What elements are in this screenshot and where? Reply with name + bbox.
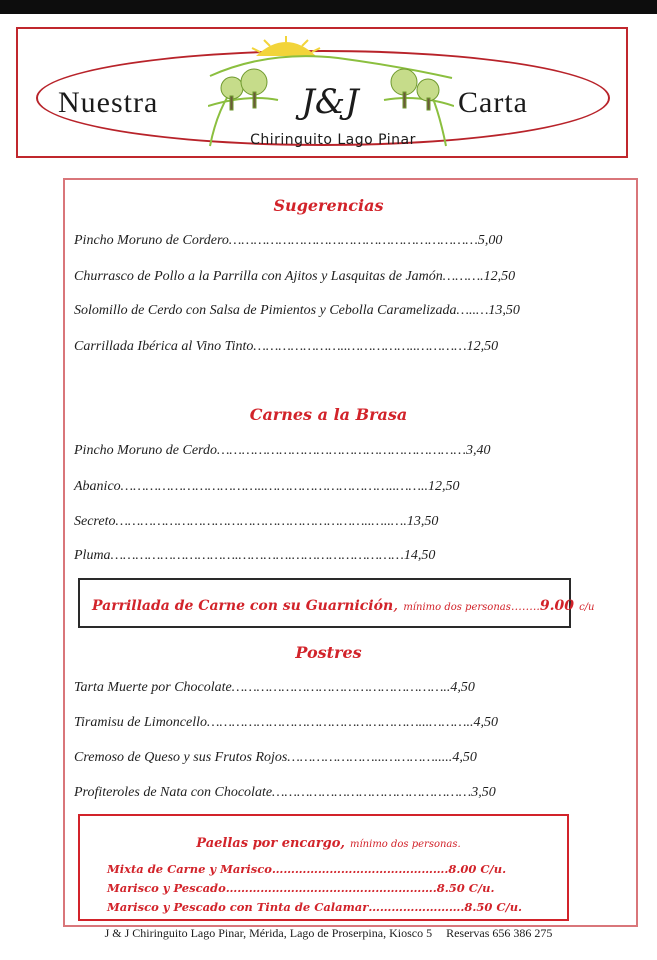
item-price: 12,50: [466, 339, 499, 354]
special-offer: Parrillada de Carne con su Guarnición, mínimo dos personas……..9.00 c/u: [92, 595, 595, 614]
menu-item: [74, 479, 459, 495]
header-right-word: Carta: [458, 86, 528, 119]
footer: [0, 926, 657, 941]
item-name: Profiteroles de Nata con Chocolate: [74, 785, 273, 800]
item-price: 4,50: [452, 750, 477, 765]
item-price: 13,50: [406, 514, 439, 529]
menu-item: [74, 680, 475, 696]
item-name: Pluma: [74, 548, 111, 563]
item-price: 8.00 C/u.: [448, 862, 507, 876]
section-title-sugerencias: Sugerencias: [273, 196, 384, 215]
item-name: Abanico: [74, 479, 121, 494]
item-dots: ……………………………………….: [271, 862, 449, 876]
special-unit: c/u: [579, 602, 595, 613]
logo-subtitle: Chiringuito Lago Pinar: [250, 132, 416, 148]
menu-item: [74, 785, 496, 801]
item-name: Pincho Moruno de Cerdo: [74, 443, 217, 458]
tree-icon: [221, 69, 267, 110]
item-dots: ………………………….………….………………………: [110, 548, 404, 563]
paella-note: mínimo dos personas.: [350, 839, 461, 850]
logo-monogram: J&J: [301, 82, 359, 122]
menu-item: [74, 514, 438, 530]
item-price: 12,50: [483, 269, 516, 284]
menu-item: [74, 303, 520, 319]
special-label: Parrillada de Carne con su Guarnición: [92, 598, 394, 614]
sun-icon: [252, 36, 320, 56]
item-price: 12,50: [427, 479, 460, 494]
item-name: Tarta Muerte por Chocolate: [74, 680, 232, 695]
item-dots: ……………………………………………...………..: [207, 715, 474, 730]
item-price: 4,50: [450, 680, 475, 695]
item-price: 5,00: [477, 233, 503, 248]
header-left-word: Nuestra: [58, 86, 159, 119]
item-dots: ……………………………………………………: [228, 233, 478, 248]
item-price: 13,50: [488, 303, 520, 318]
paella-title: [0, 832, 657, 851]
item-dots: …………………………………………: [272, 785, 472, 800]
menu-item: [74, 269, 515, 285]
item-price: 3,40: [465, 443, 491, 458]
item-dots: …………………...………….....: [287, 750, 453, 765]
item-dots: ……………………………………………………: [216, 443, 466, 458]
section-title-carnes: Carnes a la Brasa: [249, 405, 408, 424]
menu-item: [74, 233, 502, 249]
menu-item: [74, 548, 435, 564]
item-dots: …………………..……………..…………: [253, 339, 467, 354]
item-dots: …………………….: [368, 900, 465, 914]
special-price: 9.00: [539, 598, 574, 614]
item-dots: ……………………………………………………..…..….: [115, 514, 407, 529]
paella-title-text: Paellas por encargo,: [196, 836, 345, 851]
item-name: Secreto: [74, 514, 116, 529]
menu-item: [74, 443, 490, 459]
special-dots: ……..: [510, 600, 540, 613]
menu-item: [74, 339, 498, 355]
item-name: Mixta de Carne y Marisco: [107, 862, 272, 876]
item-price: 8.50 C/u.: [436, 881, 495, 895]
footer-address: J & J Chiringuito Lago Pinar, Mérida, Lago de Proserpina, Kiosco 5: [104, 926, 433, 940]
section-title-postres: Postres: [295, 643, 362, 662]
item-dots: ……………………………………………..: [231, 680, 451, 695]
item-name: Marisco y Pescado con Tinta de Calamar: [107, 900, 369, 914]
menu-item: [74, 750, 477, 766]
item-name: Marisco y Pescado: [107, 881, 226, 895]
item-dots: ……………………………………………….: [225, 881, 437, 895]
item-name: Churrasco de Pollo a la Parrilla con Ajitos y Lasquitas de Jamón: [74, 269, 443, 284]
item-name: Cremoso de Queso y sus Frutos Rojos: [74, 750, 288, 765]
item-dots: ……………………………..…………………………..……..: [120, 479, 428, 494]
item-name: Pincho Moruno de Cordero: [74, 233, 229, 248]
top-black-bar: [0, 0, 657, 14]
footer-reservas: Reservas 656 386 275: [446, 926, 553, 940]
menu-item: [74, 715, 498, 731]
item-name: Solomillo de Cerdo con Salsa de Pimientos y Cebolla Caramelizada: [74, 303, 457, 318]
item-price: 4,50: [473, 715, 498, 730]
paella-item: [107, 881, 495, 895]
paella-item: [107, 900, 522, 914]
item-price: 3,50: [471, 785, 496, 800]
logo: [208, 36, 454, 154]
special-note: mínimo dos personas: [403, 602, 511, 613]
item-name: Tiramisu de Limoncello: [74, 715, 208, 730]
item-price: 14,50: [403, 548, 436, 563]
item-name: Carrillada Ibérica al Vino Tinto: [74, 339, 254, 354]
item-dots: …..…: [456, 303, 489, 318]
item-price: 8.50 C/u.: [464, 900, 523, 914]
item-dots: ……….: [442, 269, 484, 284]
tree-icon: [391, 69, 439, 110]
paella-item: [107, 862, 506, 876]
